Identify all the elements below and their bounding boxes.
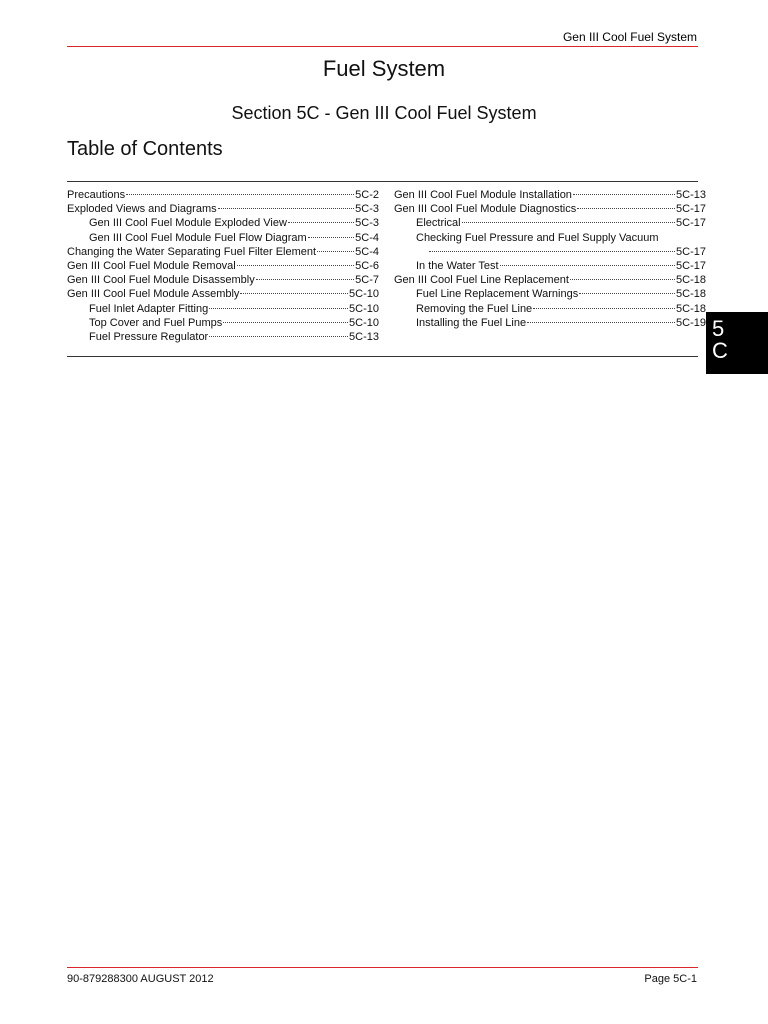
toc-entry-title: Gen III Cool Fuel Module Installation [394,189,572,201]
toc-entry-title: Top Cover and Fuel Pumps [89,316,223,329]
toc-leader-dots [429,251,675,252]
toc-leader-dots [570,279,675,280]
toc-entry-page: 5C-17 [676,217,706,230]
section-tab-number: 5 [712,316,725,341]
toc-leader-dots [308,237,355,238]
toc-left-column [67,188,379,344]
toc-entry-page: 5C-18 [676,302,706,315]
toc-entry-title: Gen III Cool Fuel Module Assembly [67,288,240,301]
toc-entry-title: Fuel Line Replacement Warnings [416,288,579,301]
toc-leader-dots [256,279,354,280]
toc-entry-title: Checking Fuel Pressure and Fuel Supply Vacuum [416,231,659,244]
toc-entry-page: 5C-4 [355,245,379,258]
toc-entry-page: 5C-13 [349,331,379,344]
toc-entry-page: 5C-2 [355,189,379,201]
toc-entry[interactable] [394,302,706,316]
toc-entry-page: 5C-13 [676,189,706,201]
toc-entry[interactable] [394,245,706,259]
toc-entry[interactable] [67,302,379,316]
toc-entry[interactable] [67,330,379,344]
toc-leader-dots [462,222,675,223]
toc-leader-dots [288,222,354,223]
footer-rule [67,967,698,968]
toc-leader-dots [577,208,675,209]
toc-leader-dots [126,194,354,195]
toc-bottom-rule [67,356,698,357]
toc-entry-title: Gen III Cool Fuel Module Removal [67,260,236,273]
toc-leader-dots [573,194,675,195]
toc-entry-title: Electrical [416,217,461,230]
toc-leader-dots [237,265,354,266]
toc-entry[interactable] [67,216,379,230]
toc-leader-dots [500,265,675,266]
toc-entry[interactable] [67,259,379,273]
toc-entry-title: Gen III Cool Fuel Module Fuel Flow Diagram [89,231,307,244]
toc-leader-dots [317,251,354,252]
toc-leader-dots [209,336,348,337]
toc-entry-title: Removing the Fuel Line [416,302,533,315]
toc-entry-page: 5C-3 [355,217,379,230]
toc-entry[interactable] [394,287,706,301]
toc-entry-title: Exploded Views and Diagrams [67,203,217,216]
toc-entry[interactable] [67,245,379,259]
toc-entry[interactable] [394,188,706,202]
section-tab [706,312,768,374]
toc-entry-page: 5C-10 [349,316,379,329]
toc-entry-page: 5C-18 [676,288,706,301]
toc-entry-page: 5C-10 [349,302,379,315]
toc-entry[interactable] [394,273,706,287]
toc-leader-dots [240,293,348,294]
toc-entry[interactable] [394,202,706,216]
toc-leader-dots [209,308,348,309]
header-rule [67,46,698,47]
toc-entry-title: Gen III Cool Fuel Line Replacement [394,274,569,287]
toc-entry-page: 5C-6 [355,260,379,273]
toc-entry-page: 5C-17 [676,245,706,258]
footer-page-number: Page 5C-1 [644,973,697,985]
toc-entry-page: 5C-4 [355,231,379,244]
toc-entry-page: 5C-18 [676,274,706,287]
toc-entry-title: Installing the Fuel Line [416,316,527,329]
toc-entry-title: Fuel Inlet Adapter Fitting [89,302,209,315]
toc-entry-title: In the Water Test [416,260,499,273]
toc-entry[interactable] [394,216,706,230]
toc-entry-title: Gen III Cool Fuel Module Disassembly [67,274,255,287]
toc-entry-page: 5C-17 [676,203,706,216]
toc-entry-title: Gen III Cool Fuel Module Diagnostics [394,203,577,216]
toc-top-rule [67,181,698,182]
section-tab-letter: C [712,338,728,363]
toc-entry-page: 5C-7 [355,274,379,287]
toc-entry-page: 5C-3 [355,203,379,216]
page-title: Fuel System [322,56,446,81]
toc-entry[interactable] [394,259,706,273]
toc-entry-page: 5C-10 [349,288,379,301]
toc-entry-page: 5C-19 [676,316,706,329]
toc-leader-dots [223,322,348,323]
toc-entry-page: 5C-17 [676,260,706,273]
toc-right-column [394,188,706,330]
toc-entry[interactable] [67,273,379,287]
toc-entry-title: Fuel Pressure Regulator [89,331,209,344]
running-header: Gen III Cool Fuel System [562,30,697,44]
toc-leader-dots [533,308,675,309]
toc-entry[interactable] [394,316,706,330]
toc-leader-dots [527,322,675,323]
toc-heading: Table of Contents [67,138,223,160]
toc-entry[interactable] [67,287,379,301]
section-title: Section 5C - Gen III Cool Fuel System [231,103,537,123]
toc-entry[interactable] [67,231,379,245]
toc-leader-dots [579,293,675,294]
footer-doc-number: 90-879288300 AUGUST 2012 [67,973,214,985]
toc-entry-title: Changing the Water Separating Fuel Filter Element [67,245,317,258]
toc-entry[interactable] [394,231,706,245]
toc-entry[interactable] [67,316,379,330]
toc-entry[interactable] [67,188,379,202]
toc-leader-dots [218,208,355,209]
toc-entry[interactable] [67,202,379,216]
toc-entry-title: Gen III Cool Fuel Module Exploded View [89,217,287,230]
toc-entry-title: Precautions [67,189,126,201]
